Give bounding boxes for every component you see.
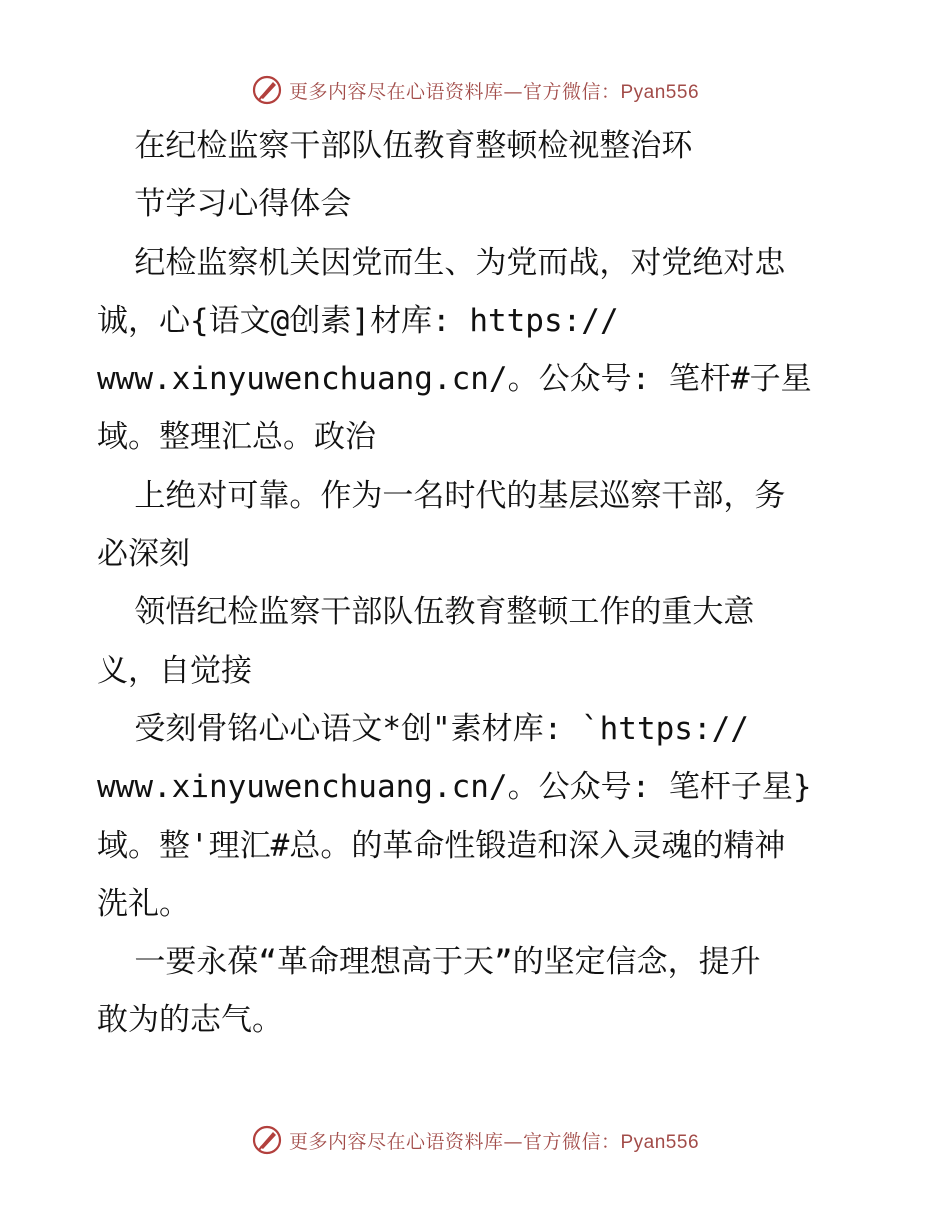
- text-line: 域。整理汇总。政治: [97, 419, 376, 456]
- quill-logo-icon: [251, 74, 283, 106]
- quill-logo-icon: [251, 1124, 283, 1156]
- text-line: 领悟纪检监察干部队伍教育整顿工作的重大意: [97, 594, 755, 631]
- text-line: 上绝对可靠。作为一名时代的基层巡察干部，务: [97, 477, 786, 514]
- text-line: 在纪检监察干部队伍教育整顿检视整治环: [97, 128, 693, 164]
- text-line: 义，自觉接: [97, 652, 252, 689]
- text-line: www.xinyuwenchuang.cn/。公众号: 笔杆#子星: [97, 361, 812, 398]
- text-line: 纪检监察机关因党而生、为党而战，对党绝对忠: [97, 244, 786, 281]
- text-line: 域。整'理汇#总。的革命性锻造和深入灵魂的精神: [97, 827, 786, 864]
- text-line: 一要永葆“革命理想高于天”的坚定信念，提升: [97, 944, 761, 981]
- footer-wechat-id: Pyan556: [620, 1131, 700, 1153]
- text-line: 洗礼。: [97, 885, 190, 922]
- footer-banner-text: 更多内容尽在心语资料库—官方微信：Pyan556: [288, 1130, 700, 1153]
- footer-banner: [0, 1120, 950, 1160]
- header-banner-text: 更多内容尽在心语资料库—官方微信：Pyan556: [288, 80, 700, 103]
- header-wechat-id: Pyan556: [620, 81, 700, 103]
- text-line: 诚，心{语文@创素]材库: https://: [97, 302, 619, 339]
- header-banner: [0, 70, 950, 110]
- text-line: 必深刻: [97, 536, 190, 573]
- text-line: 节学习心得体会: [97, 186, 352, 223]
- text-line: www.xinyuwenchuang.cn/。公众号: 笔杆子星}: [97, 769, 812, 806]
- text-line: 受刻骨铭心心语文*创"素材库: `https://: [97, 710, 749, 747]
- document-body: [97, 117, 857, 1050]
- text-line: 敢为的志气。: [97, 1002, 283, 1039]
